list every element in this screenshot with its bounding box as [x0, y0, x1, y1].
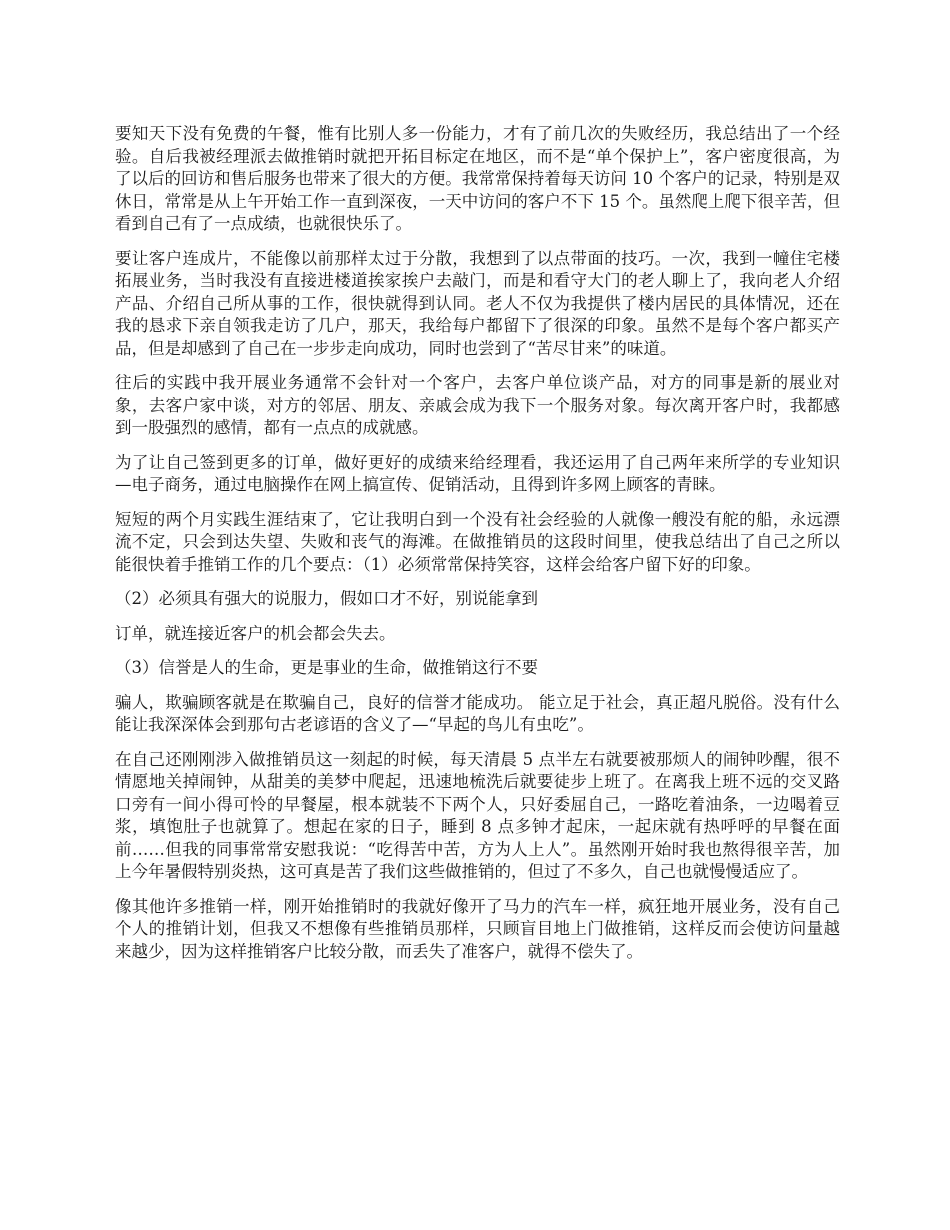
paragraph: 要让客户连成片，不能像以前那样太过于分散，我想到了以点带面的技巧。一次，我到一幢住宅楼拓展业务，当时我没有直接进楼道挨家挨户去敲门，而是和看守大门的老人聊上了，我向老人介绍产品、介绍自己所从事的工作，很快就得到认同。老人不仅为我提供了楼内居民的具体情况，还在我的恳求下亲自领我走访了几户，那天，我给每户都留下了很深的印象。虽然不是每个客户都买产品，但是却感到了自己在一步步走向成功，同时也尝到了“苦尽甘来”的味道。: [115, 248, 840, 358]
paragraph: 像其他许多推销一样，刚开始推销时的我就好像开了马力的汽车一样，疯狂地开展业务，没有自己个人的推销计划，但我又不想像有些推销员那样，只顾盲目地上门做推销，这样反而会使访问量越来越少，因为这样推销客户比较分散，而丢失了准客户，就得不偿失了。: [115, 896, 840, 961]
document-page: [115, 123, 840, 975]
paragraph: 订单，就连接近客户的机会都会失去。: [115, 623, 396, 643]
paragraph: （2）必须具有强大的说服力，假如口才不好，别说能拿到: [115, 589, 538, 608]
paragraph: 在自己还刚刚涉入做推销员这一刻起的时候，每天清晨 5 点半左右就要被那烦人的闹钟吵醒，很不情愿地关掉闹钟，从甜美的美梦中爬起，迅速地梳洗后就要徒步上班了。在离我上班不远的交叉路口旁有一间小得可怜的早餐屋，根本就装不下两个人，只好委屈自己，一路吃着油条，一边喝着豆浆，填饱肚子也就算了。想起在家的日子，睡到 8 点多钟才起床，一起床就有热呼呼的早餐在面前……但我的同事常常安慰我说：“吃得苦中苦，方为人上人”。虽然刚开始时我也熬得很辛苦，加上今年暑假特别炎热，这可真是苦了我们这些做推销的，但过了不多久，自己也就慢慢适应了。: [115, 749, 840, 881]
paragraph: （3）信誉是人的生命，更是事业的生命，做推销这行不要: [115, 658, 538, 677]
paragraph: 骗人，欺骗顾客就是在欺骗自己，良好的信誉才能成功。 能立足于社会，真正超凡脱俗。没有什么能让我深深体会到那句古老谚语的含义了—“早起的鸟儿有虫吃”。: [115, 692, 840, 734]
paragraph: 短短的两个月实践生涯结束了，它让我明白到一个没有社会经验的人就像一艘没有舵的船，永远漂流不定，只会到达失望、失败和丧气的海滩。在做推销员的这段时间里，使我总结出了自己之所以能很快着手推销工作的几个要点：（1）必须常常保持笑容，这样会给客户留下好的印象。: [115, 509, 840, 574]
paragraph: 要知天下没有免费的午餐，惟有比别人多一份能力，才有了前几次的失败经历，我总结出了一个经验。自后我被经理派去做推销时就把开拓目标定在地区，而不是“单个保护上”，客户密度很高，为了以后的回访和售后服务也带来了很大的方便。我常常保持着每天访问 10 个客户的记录，特别是双休日，常常是从上午开始工作一直到深夜，一天中访问的客户不下 15 个。虽然爬上爬下很辛苦，但看到自己有了一点成绩，也就很快乐了。: [115, 124, 840, 233]
paragraph: 为了让自己签到更多的订单，做好更好的成绩来给经理看，我还运用了自己两年来所学的专业知识—电子商务，通过电脑操作在网上搞宣传、促销活动，且得到许多网上顾客的青睐。: [115, 452, 840, 494]
paragraph: 往后的实践中我开展业务通常不会针对一个客户，去客户单位谈产品，对方的同事是新的展业对象，去客户家中谈，对方的邻居、朋友、亲戚会成为我下一个服务对象。每次离开客户时，我都感到一股强烈的感情，都有一点点的成就感。: [115, 373, 840, 437]
